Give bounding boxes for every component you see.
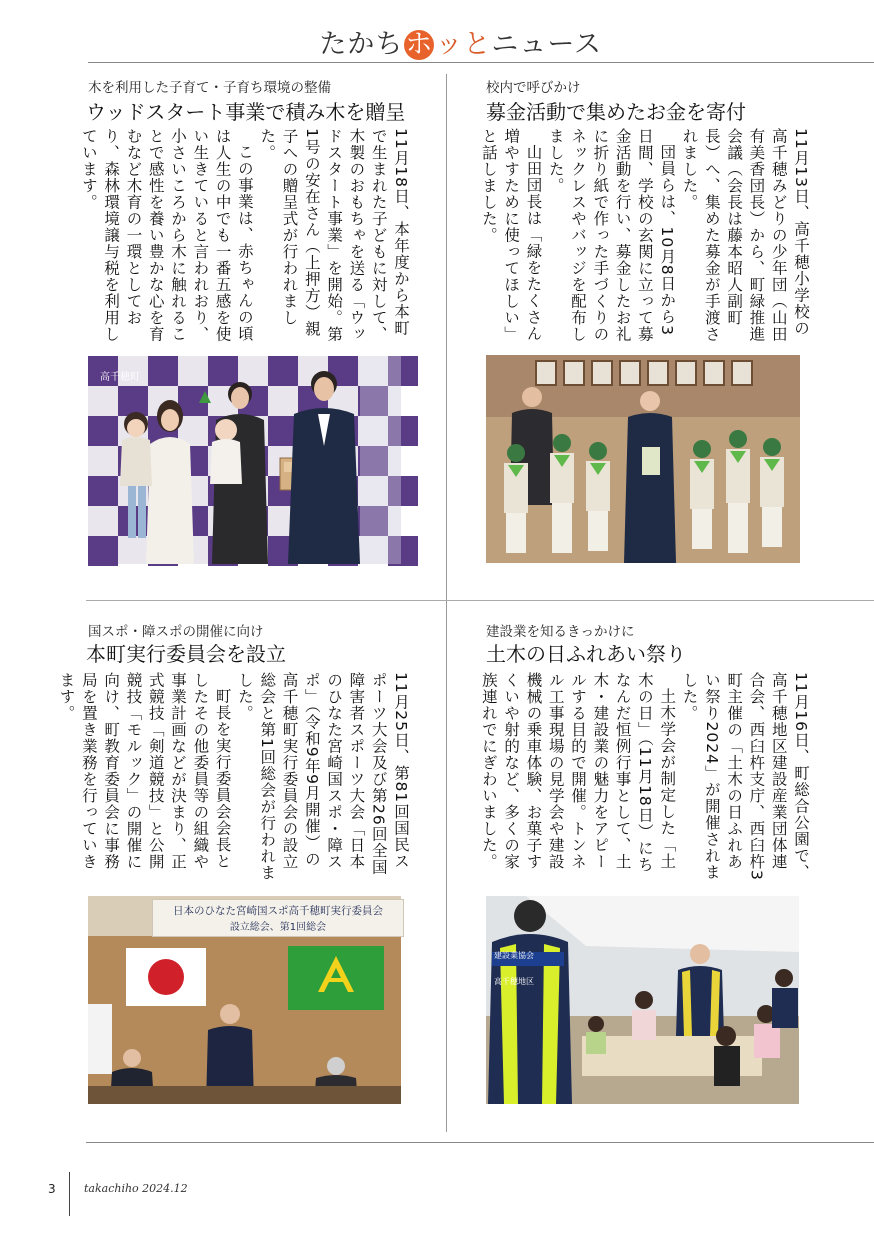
masthead-rule	[88, 62, 874, 63]
sports-banner	[152, 899, 404, 937]
article-body	[79, 128, 412, 346]
masthead-pre: たかち	[319, 29, 404, 60]
article-kicker: 国スポ・障スポの開催に向け	[88, 624, 264, 640]
sports-committee-photo	[88, 896, 401, 1104]
fundraising-photo	[486, 355, 800, 563]
article-paragraph: 11月16日、町総合公園で、高千穂地区建設産業団体連合会、西臼杵支庁、西臼杵3町主催の「土木の日ふれあい祭り2024」が開催されました。	[680, 672, 810, 881]
sports-banner-line2: 設立総会、第1回総会	[229, 922, 327, 933]
article-paragraph: 11月18日、本年度から本町で生まれた子どもに対して、木製のおもちゃを送る「ウッドスタート事業」を開始。第1号の安在さん（上押方）親子への贈呈式が行われました。	[258, 128, 410, 343]
fundraising-photo-illustration	[486, 355, 800, 563]
masthead-post: ニュース	[491, 29, 602, 60]
article-paragraph: 山田団長は「緑をたくさん増やすために使ってほしい」と話しました。	[479, 128, 543, 343]
magazine-issue: takachiho 2024.12	[84, 1182, 188, 1195]
woodstart-photo-illustration	[88, 356, 401, 564]
column-divider	[446, 74, 447, 1132]
page-number: 3	[48, 1182, 56, 1196]
footer-rule	[86, 1142, 874, 1143]
article-paragraph: この事業は、赤ちゃんの頃は人生の中でも一番五感を使い生きていると言われおり、小さいころから木に触れることで感性を養い豊かな心を育むなど木育の一環としており、森林環境譲与税を利用しています。	[79, 128, 254, 343]
article-paragraph: 11月13日、高千穂小学校の高千穂みどりの少年団（山田有美香団長）から、町緑推進会議（会長は藤本昭人副町長）へ、集めた募金が手渡されました。	[680, 128, 810, 343]
masthead-accent: ッと	[435, 29, 492, 60]
woodstart-photo	[88, 356, 401, 564]
article-body	[479, 128, 812, 346]
vest-label-2: 高千穂地区	[494, 977, 534, 986]
article-headline: 土木の日ふれあい祭り	[486, 642, 686, 666]
vest-label: 建設業協会	[494, 951, 534, 960]
article-headline: 本町実行委員会を設立	[86, 642, 286, 666]
masthead-title	[319, 22, 602, 61]
article-paragraph: 団員らは、10月8日から3日間、学校の玄関に立って募金活動を行い、募金したお礼に折り紙で作った手づくりのネックレスやバッジを配布しました。	[546, 128, 677, 343]
article-kicker: 建設業を知るきっかけに	[486, 624, 635, 640]
article-kicker: 校内で呼びかけ	[486, 80, 581, 96]
article-headline: 募金活動で集めたお金を寄付	[486, 100, 746, 124]
row-divider	[86, 600, 874, 601]
festival-photo	[486, 896, 799, 1104]
wood-logo-text: 高千穂町	[100, 372, 140, 383]
masthead-circle-char: ホ	[405, 29, 434, 60]
festival-photo-illustration	[486, 896, 799, 1104]
article-kicker: 木を利用した子育て・子育ち環境の整備	[88, 80, 331, 96]
sports-banner-line1: 日本のひなた宮崎国スポ高千穂町実行委員会	[173, 905, 383, 917]
article-headline: ウッドスタート事業で積み木を贈呈	[86, 100, 406, 124]
article-body	[57, 672, 412, 882]
article-paragraph: 町長を実行委員会会長としたその他委員等の組織や事業計画などが決まり、正式競技「剣道競技」と公開競技「モルック」の開催に向け、町教育委員会に事務局を置き業務を行っていきます。	[57, 672, 232, 870]
article-body	[479, 672, 812, 882]
article-paragraph: 土木学会が制定した「土木の日」（11月18日）にちなんだ恒例行事として、土木・建設業の魅力をアピールする目的で開催。トンネル工事現場の見学会や建設機械の乗車体験、お菓子すくいや射的など、多くの家族連れでにぎわいました。	[479, 672, 677, 873]
footer-divider	[69, 1172, 70, 1216]
article-paragraph: 11月25日、第81回国民スポーツ大会及び第26回全国障害者スポーツ大会「日本のひなた宮崎国スポ・障スポ」（令和9年9月開催）の高千穂町実行委員会の設立総会と第1回総会が行われました。	[235, 672, 410, 881]
